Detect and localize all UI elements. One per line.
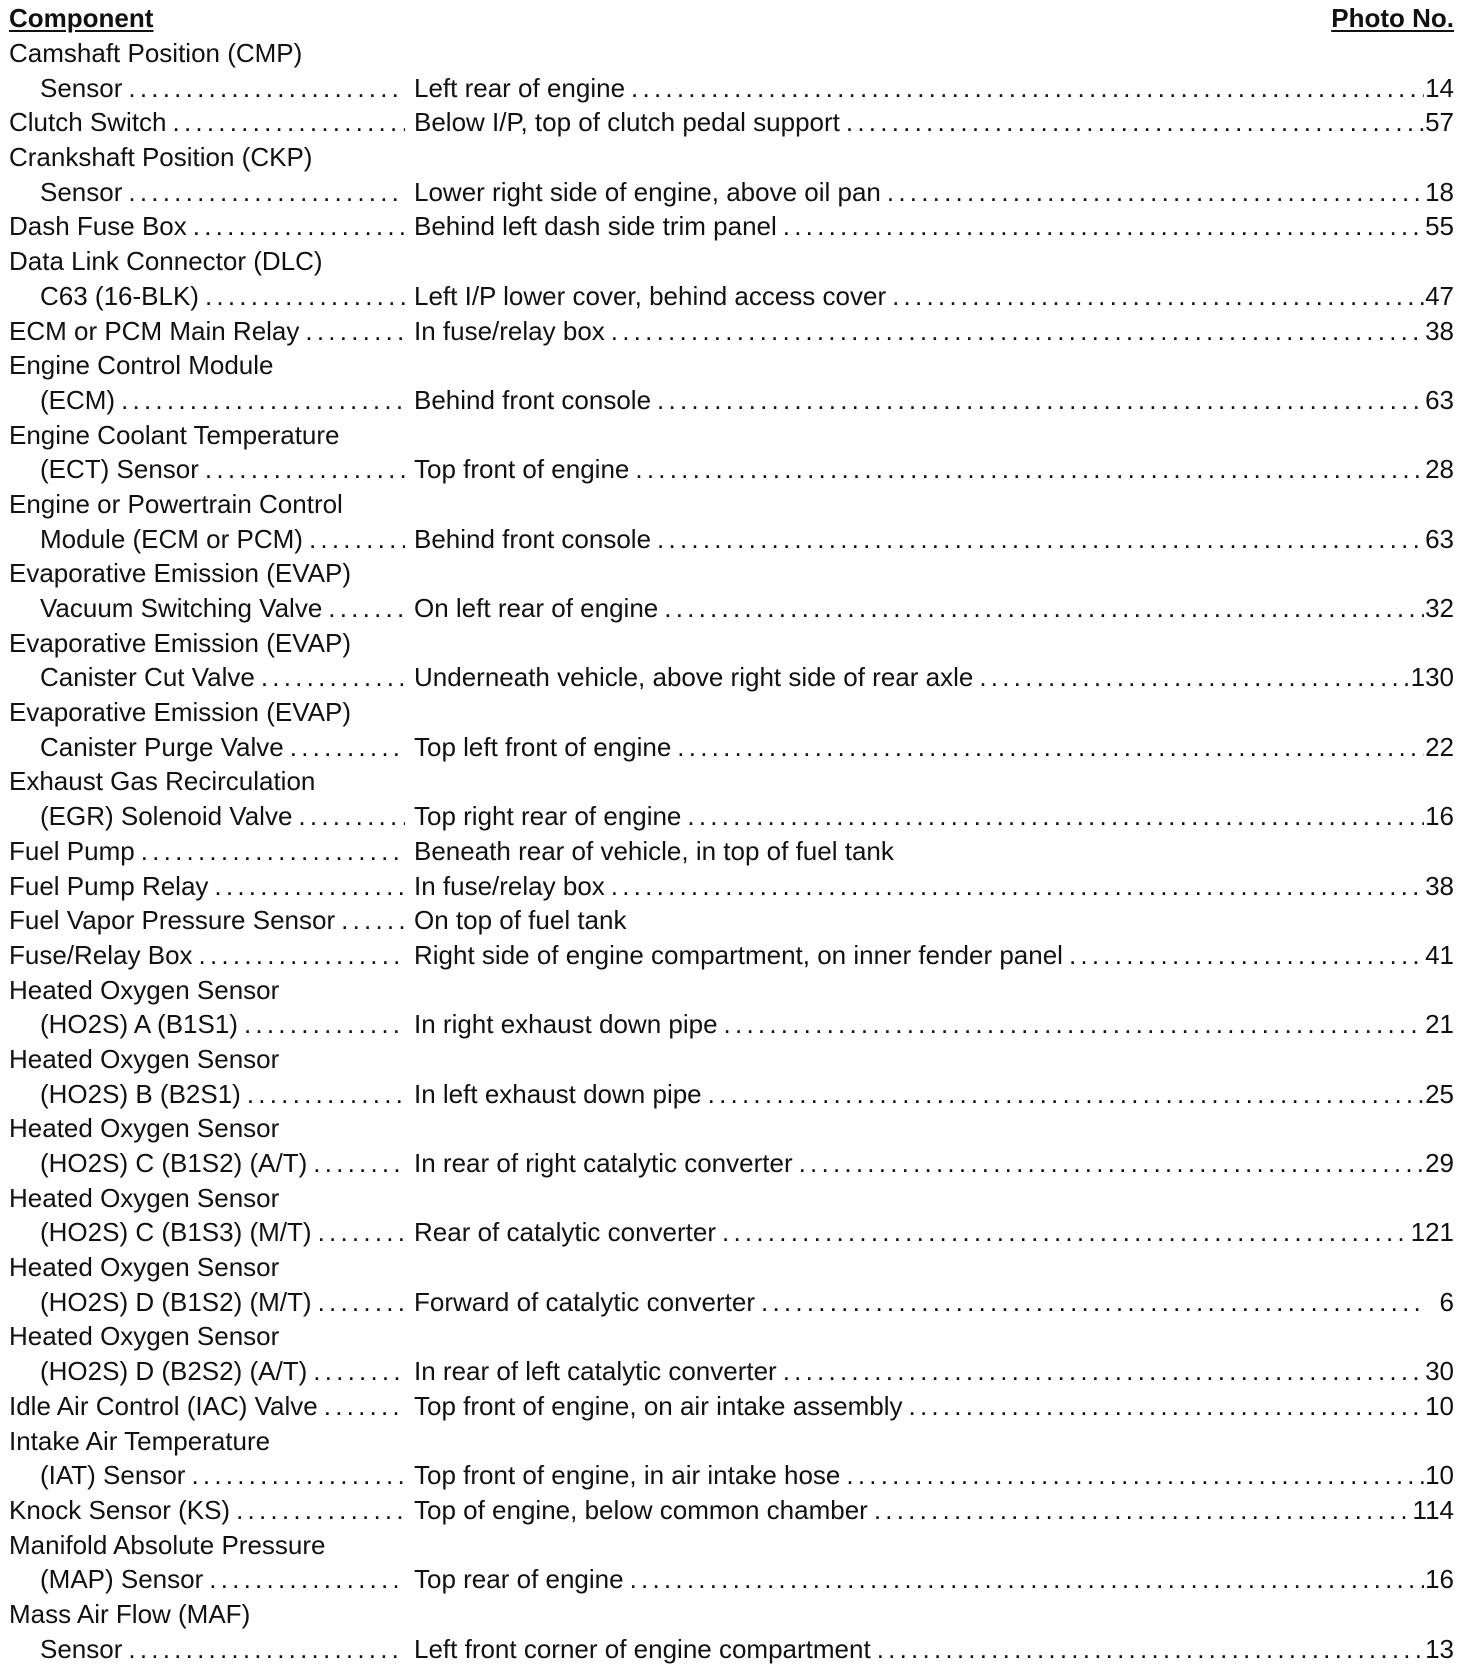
location-text: Top right rear of engine xyxy=(414,801,682,832)
component-cell xyxy=(0,522,405,557)
dot-leader xyxy=(881,175,1424,210)
component-name: Mass Air Flow (MAF) xyxy=(9,1598,251,1629)
dot-leader xyxy=(718,1007,1424,1042)
table-row xyxy=(0,452,1472,487)
component-cell xyxy=(0,175,405,210)
location-cell xyxy=(405,452,1454,487)
location-cell xyxy=(405,1354,1454,1389)
location-cell xyxy=(405,1632,1454,1666)
component-cell xyxy=(0,1458,405,1493)
component-cell xyxy=(0,1215,405,1250)
dot-leader xyxy=(115,383,405,418)
table-row xyxy=(0,626,1472,661)
location-text: Behind front console xyxy=(414,384,652,415)
dot-leader xyxy=(681,799,1424,834)
dot-leader xyxy=(187,209,405,244)
location-text: Behind front console xyxy=(414,523,652,554)
component-name: Module (ECM or PCM) xyxy=(40,523,303,554)
table-row xyxy=(0,71,1472,106)
component-name: Fuel Pump Relay xyxy=(9,870,209,901)
component-name: Heated Oxygen Sensor xyxy=(9,1252,280,1283)
location-text: On left rear of engine xyxy=(414,593,659,623)
table-row xyxy=(0,487,1472,522)
table-row xyxy=(0,1458,1472,1493)
table-row xyxy=(0,1562,1472,1597)
photo-no-column-header: Photo No. xyxy=(1331,3,1454,33)
location-text: In fuse/relay box xyxy=(414,315,605,346)
photo-number: 130 xyxy=(1410,662,1454,693)
table-row xyxy=(0,140,1472,175)
component-cell xyxy=(0,71,405,106)
dot-leader xyxy=(241,1077,405,1112)
component-name: Evaporative Emission (EVAP) xyxy=(9,627,351,658)
component-name: Camshaft Position (CMP) xyxy=(9,38,303,68)
dot-leader xyxy=(307,1146,405,1181)
component-cell xyxy=(0,938,405,973)
location-text: In rear of left catalytic converter xyxy=(414,1356,777,1387)
table-row xyxy=(0,660,1472,695)
photo-number: 16 xyxy=(1425,1564,1454,1595)
photo-number: 63 xyxy=(1425,523,1454,554)
photo-number: 47 xyxy=(1425,280,1454,311)
component-name: Evaporative Emission (EVAP) xyxy=(9,558,351,589)
location-cell xyxy=(405,175,1454,210)
component-name: Vacuum Switching Valve xyxy=(40,593,323,623)
location-cell xyxy=(405,1458,1454,1493)
dot-leader xyxy=(840,105,1424,140)
location-cell xyxy=(405,1389,1454,1424)
photo-number: 63 xyxy=(1425,384,1454,415)
table-row xyxy=(0,834,1472,869)
dot-leader xyxy=(193,938,405,973)
component-cell xyxy=(0,487,405,522)
component-name: Clutch Switch xyxy=(9,107,167,138)
dot-leader xyxy=(624,1562,1424,1597)
component-name: (HO2S) D (B1S2) (M/T) xyxy=(40,1286,312,1317)
location-text: Top front of engine, in air intake hose xyxy=(414,1460,841,1491)
photo-number: 121 xyxy=(1410,1217,1454,1248)
table-row xyxy=(0,1215,1472,1250)
dot-leader xyxy=(199,452,405,487)
component-name: Canister Cut Valve xyxy=(40,662,255,693)
location-cell xyxy=(405,1007,1454,1042)
component-cell xyxy=(0,140,405,175)
location-text: Top of engine, below common chamber xyxy=(414,1494,868,1525)
table-row xyxy=(0,244,1472,279)
location-cell xyxy=(405,799,1454,834)
photo-number: 114 xyxy=(1412,1494,1454,1525)
photo-number: 38 xyxy=(1425,315,1454,346)
photo-number: 22 xyxy=(1425,731,1454,762)
dot-leader xyxy=(777,209,1424,244)
dot-leader xyxy=(702,1077,1424,1112)
component-cell xyxy=(0,1493,405,1528)
location-cell xyxy=(405,1146,1454,1181)
dot-leader xyxy=(122,71,405,106)
dot-leader xyxy=(625,71,1424,106)
component-cell xyxy=(0,1319,405,1354)
dot-leader xyxy=(793,1146,1424,1181)
location-cell xyxy=(405,71,1454,106)
component-name: Idle Air Control (IAC) Valve xyxy=(9,1390,318,1421)
table-row xyxy=(0,1111,1472,1146)
table-row xyxy=(0,522,1472,557)
table-row xyxy=(0,1319,1472,1354)
location-text: Top front of engine, on air intake assembly xyxy=(414,1390,903,1421)
component-name: Heated Oxygen Sensor xyxy=(9,974,280,1005)
photo-number: 55 xyxy=(1425,211,1454,242)
dot-leader xyxy=(122,1632,405,1666)
component-name: Evaporative Emission (EVAP) xyxy=(9,697,351,728)
component-name: Intake Air Temperature xyxy=(9,1425,271,1456)
table-row xyxy=(0,973,1472,1008)
component-name: (EGR) Solenoid Valve xyxy=(40,801,293,832)
location-cell xyxy=(405,1493,1454,1528)
photo-number: 16 xyxy=(1425,801,1454,832)
dot-leader xyxy=(255,660,405,695)
component-cell xyxy=(0,1042,405,1077)
photo-number: 14 xyxy=(1425,72,1454,103)
component-cell xyxy=(0,660,405,695)
component-name: (IAT) Sensor xyxy=(40,1460,186,1491)
dot-leader xyxy=(871,1632,1424,1666)
component-cell xyxy=(0,869,405,904)
component-name: Fuel Pump xyxy=(9,835,135,866)
table-row xyxy=(0,105,1472,140)
dot-leader xyxy=(658,591,1424,626)
location-cell xyxy=(405,903,1454,938)
location-cell xyxy=(405,869,1454,904)
location-cell xyxy=(405,834,1454,869)
component-name: Heated Oxygen Sensor xyxy=(9,1043,280,1074)
table-row xyxy=(0,1354,1472,1389)
location-cell xyxy=(405,1077,1454,1112)
component-name: Engine or Powertrain Control xyxy=(9,488,343,519)
dot-leader xyxy=(322,591,405,626)
table-row xyxy=(0,1042,1472,1077)
dot-leader xyxy=(303,522,405,557)
location-cell xyxy=(405,591,1454,626)
table-row xyxy=(0,799,1472,834)
component-cell xyxy=(0,556,405,591)
table-row xyxy=(0,348,1472,383)
component-cell xyxy=(0,1285,405,1320)
table-body xyxy=(0,36,1472,1666)
component-name: Dash Fuse Box xyxy=(9,211,187,242)
dot-leader xyxy=(605,314,1424,349)
dot-leader xyxy=(167,105,406,140)
photo-number: 13 xyxy=(1425,1633,1454,1664)
photo-number: 21 xyxy=(1425,1009,1454,1040)
component-name: (ECM) xyxy=(40,384,116,415)
table-row xyxy=(0,383,1472,418)
component-name: (HO2S) C (B1S3) (M/T) xyxy=(40,1217,312,1248)
component-cell xyxy=(0,730,405,765)
location-text: In rear of right catalytic converter xyxy=(414,1148,793,1178)
component-name: Fuel Vapor Pressure Sensor xyxy=(9,905,336,936)
component-cell xyxy=(0,764,405,799)
component-cell xyxy=(0,348,405,383)
component-cell xyxy=(0,279,405,314)
dot-leader xyxy=(318,1389,405,1424)
location-text: In fuse/relay box xyxy=(414,870,605,901)
photo-number: 10 xyxy=(1425,1390,1454,1421)
photo-number: 57 xyxy=(1425,107,1454,138)
location-text: Left front corner of engine compartment xyxy=(414,1633,871,1664)
location-cell xyxy=(405,522,1454,557)
location-text: Behind left dash side trim panel xyxy=(414,211,777,242)
dot-leader xyxy=(185,1458,405,1493)
component-cell xyxy=(0,209,405,244)
dot-leader xyxy=(840,1458,1424,1493)
table-row xyxy=(0,1250,1472,1285)
dot-leader xyxy=(208,869,405,904)
component-cell xyxy=(0,1562,405,1597)
component-name: Fuse/Relay Box xyxy=(9,939,193,970)
dot-leader xyxy=(203,1562,405,1597)
dot-leader xyxy=(312,1215,405,1250)
component-name: (MAP) Sensor xyxy=(40,1564,204,1595)
component-name: (HO2S) A (B1S1) xyxy=(40,1009,238,1040)
dot-leader xyxy=(755,1285,1424,1320)
component-column-header: Component xyxy=(9,3,154,33)
photo-number: 32 xyxy=(1425,593,1454,623)
component-cell xyxy=(0,105,405,140)
dot-leader xyxy=(716,1215,1411,1250)
photo-number: 18 xyxy=(1425,176,1454,207)
table-row xyxy=(0,938,1472,973)
location-text: Left rear of engine xyxy=(414,72,626,103)
component-cell xyxy=(0,1389,405,1424)
component-name: Engine Control Module xyxy=(9,350,274,381)
location-text: On top of fuel tank xyxy=(414,905,627,936)
component-cell xyxy=(0,383,405,418)
dot-leader xyxy=(903,1389,1424,1424)
dot-leader xyxy=(777,1354,1424,1389)
dot-leader xyxy=(651,383,1424,418)
component-name: Heated Oxygen Sensor xyxy=(9,1321,280,1352)
component-cell xyxy=(0,591,405,626)
dot-leader xyxy=(605,869,1424,904)
table-row xyxy=(0,730,1472,765)
location-text: Below I/P, top of clutch pedal support xyxy=(414,107,840,138)
location-text: Top rear of engine xyxy=(414,1564,624,1595)
dot-leader xyxy=(292,799,405,834)
component-name: Heated Oxygen Sensor xyxy=(9,1113,280,1144)
component-name: Crankshaft Position (CKP) xyxy=(9,142,313,173)
component-name: Sensor xyxy=(40,176,123,207)
component-name: Sensor xyxy=(40,1633,123,1664)
component-cell xyxy=(0,1111,405,1146)
table-row xyxy=(0,1493,1472,1528)
location-cell xyxy=(405,314,1454,349)
dot-leader xyxy=(629,452,1424,487)
location-text: In left exhaust down pipe xyxy=(414,1078,702,1109)
location-text: Lower right side of engine, above oil pan xyxy=(414,176,881,207)
component-name: (HO2S) B (B2S1) xyxy=(40,1078,241,1109)
dot-leader xyxy=(307,1354,405,1389)
component-cell xyxy=(0,1354,405,1389)
table-row xyxy=(0,1181,1472,1216)
component-name: ECM or PCM Main Relay xyxy=(9,315,300,346)
dot-leader xyxy=(299,314,405,349)
component-name: Exhaust Gas Recirculation xyxy=(9,766,316,797)
location-text: Forward of catalytic converter xyxy=(414,1286,756,1317)
location-text: Right side of engine compartment, on inner fender panel xyxy=(414,939,1063,970)
table-row xyxy=(0,175,1472,210)
dot-leader xyxy=(312,1285,405,1320)
component-cell xyxy=(0,314,405,349)
dot-leader xyxy=(199,279,405,314)
table-row xyxy=(0,1285,1472,1320)
table-row xyxy=(0,591,1472,626)
dot-leader xyxy=(886,279,1424,314)
component-name: Data Link Connector (DLC) xyxy=(9,246,323,277)
component-cell xyxy=(0,244,405,279)
component-name: (HO2S) D (B2S2) (A/T) xyxy=(40,1356,308,1387)
table-row xyxy=(0,1597,1472,1632)
component-cell xyxy=(0,695,405,730)
component-cell xyxy=(0,1424,405,1459)
dot-leader xyxy=(135,834,405,869)
component-cell xyxy=(0,626,405,661)
table-row xyxy=(0,418,1472,453)
location-cell xyxy=(405,279,1454,314)
table-row xyxy=(0,36,1472,71)
table-row xyxy=(0,1007,1472,1042)
table-row xyxy=(0,556,1472,591)
photo-number: 28 xyxy=(1425,454,1454,485)
table-row xyxy=(0,1424,1472,1459)
table-row xyxy=(0,1146,1472,1181)
component-name: (HO2S) C (B1S2) (A/T) xyxy=(40,1148,308,1178)
dot-leader xyxy=(671,730,1424,765)
location-text: Left I/P lower cover, behind access cover xyxy=(414,280,887,311)
location-text: In right exhaust down pipe xyxy=(414,1009,718,1040)
component-name: (ECT) Sensor xyxy=(40,454,199,485)
dot-leader xyxy=(238,1007,405,1042)
location-text: Top left front of engine xyxy=(414,731,672,762)
location-cell xyxy=(405,1215,1454,1250)
location-cell xyxy=(405,730,1454,765)
location-text: Top front of engine xyxy=(414,454,630,485)
table-row xyxy=(0,903,1472,938)
location-cell xyxy=(405,383,1454,418)
table-row xyxy=(0,1389,1472,1424)
component-name: Sensor xyxy=(40,72,123,103)
component-name: C63 (16-BLK) xyxy=(40,280,199,311)
location-text: Underneath vehicle, above right side of rear axle xyxy=(414,662,974,693)
photo-number: 10 xyxy=(1425,1460,1454,1491)
location-cell xyxy=(405,105,1454,140)
table-row xyxy=(0,1077,1472,1112)
dot-leader xyxy=(1063,938,1424,973)
component-cell xyxy=(0,903,405,938)
component-cell xyxy=(0,36,405,71)
component-cell xyxy=(0,1146,405,1181)
component-cell xyxy=(0,1632,405,1666)
dot-leader xyxy=(230,1493,405,1528)
photo-number: 25 xyxy=(1425,1078,1454,1109)
location-text: Rear of catalytic converter xyxy=(414,1217,717,1248)
component-cell xyxy=(0,834,405,869)
component-cell xyxy=(0,1528,405,1563)
component-name: Engine Coolant Temperature xyxy=(9,419,340,450)
component-cell xyxy=(0,452,405,487)
component-cell xyxy=(0,418,405,453)
table-row xyxy=(0,314,1472,349)
component-cell xyxy=(0,799,405,834)
photo-number: 41 xyxy=(1425,939,1454,970)
component-cell xyxy=(0,1077,405,1112)
component-cell xyxy=(0,1007,405,1042)
photo-number: 6 xyxy=(1439,1286,1454,1317)
table-row xyxy=(0,1528,1472,1563)
component-cell xyxy=(0,1181,405,1216)
component-name: Heated Oxygen Sensor xyxy=(9,1182,280,1213)
table-row xyxy=(0,1632,1472,1666)
table-row xyxy=(0,695,1472,730)
table-header xyxy=(0,1,1472,36)
photo-number: 29 xyxy=(1425,1148,1454,1178)
dot-leader xyxy=(973,660,1410,695)
component-cell xyxy=(0,1597,405,1632)
location-cell xyxy=(405,1285,1454,1320)
dot-leader xyxy=(122,175,405,210)
location-cell xyxy=(405,1562,1454,1597)
component-name: Knock Sensor (KS) xyxy=(9,1494,231,1525)
dot-leader xyxy=(868,1493,1413,1528)
component-cell xyxy=(0,1250,405,1285)
table-row xyxy=(0,764,1472,799)
location-text: Beneath rear of vehicle, in top of fuel tank xyxy=(414,835,894,866)
dot-leader xyxy=(284,730,405,765)
dot-leader xyxy=(651,522,1424,557)
photo-number: 38 xyxy=(1425,870,1454,901)
photo-number: 30 xyxy=(1425,1356,1454,1387)
component-name: Manifold Absolute Pressure xyxy=(9,1529,326,1560)
table-row xyxy=(0,279,1472,314)
table-row xyxy=(0,209,1472,244)
dot-leader xyxy=(335,903,405,938)
location-cell xyxy=(405,209,1454,244)
location-cell xyxy=(405,938,1454,973)
table-row xyxy=(0,869,1472,904)
component-cell xyxy=(0,973,405,1008)
component-name: Canister Purge Valve xyxy=(40,731,284,762)
location-cell xyxy=(405,660,1454,695)
